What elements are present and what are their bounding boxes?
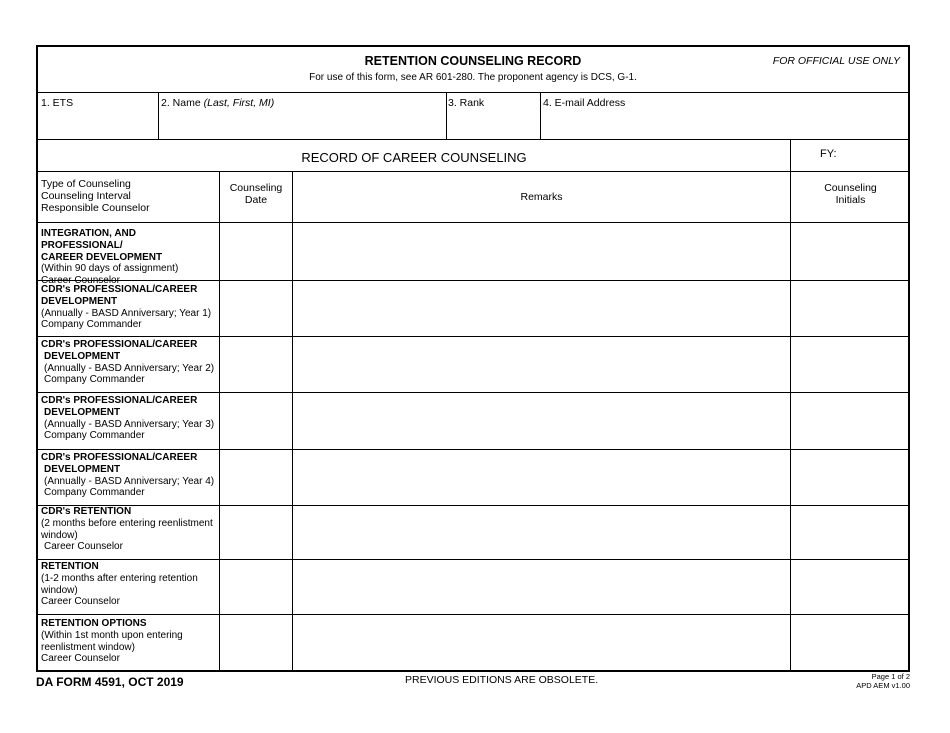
header-date-line2: Date <box>244 194 268 206</box>
column-header-date <box>220 182 292 206</box>
row-interval: (Annually - BASD Anniversary; Year 2) <box>44 362 215 374</box>
form-title: RETENTION COUNSELING RECORD <box>364 54 582 68</box>
counseling-date-field[interactable] <box>220 223 291 279</box>
rank-label: 3. Rank <box>448 97 485 109</box>
divider <box>38 92 908 93</box>
row-title: DEVELOPMENT <box>44 350 121 362</box>
remarks-field[interactable] <box>293 450 789 504</box>
form-version: APD AEM v1.00 <box>856 681 910 690</box>
row-title: CDR's RETENTION <box>41 506 132 517</box>
table-row <box>41 561 219 608</box>
row-interval-cont: window) <box>41 529 78 541</box>
section-title: RECORD OF CAREER COUNSELING <box>301 150 527 165</box>
row-interval-cont: window) <box>41 584 78 596</box>
ets-field[interactable] <box>39 111 157 138</box>
table-row <box>41 284 219 331</box>
column-header-type <box>41 178 150 214</box>
column-header-initials <box>791 182 910 206</box>
header-initials-line1: Counseling <box>824 182 877 194</box>
row-title: RETENTION <box>41 561 99 572</box>
row-counselor: Career Counselor <box>41 596 120 608</box>
initials-field[interactable] <box>791 450 909 504</box>
remarks-field[interactable] <box>293 615 789 671</box>
ets-label: 1. ETS <box>41 97 74 109</box>
name-hint: (Last, First, MI) <box>203 97 275 109</box>
row-title: DEVELOPMENT <box>44 463 121 475</box>
counseling-date-field[interactable] <box>220 337 291 391</box>
remarks-field[interactable] <box>293 337 789 391</box>
row-counselor: Career Counselor <box>41 653 120 665</box>
counseling-date-field[interactable] <box>220 281 291 335</box>
counseling-date-field[interactable] <box>220 506 291 558</box>
name-field[interactable] <box>159 111 445 138</box>
retention-counseling-form <box>36 45 910 672</box>
row-interval: (1-2 months after entering retention <box>41 572 198 584</box>
rank-field[interactable] <box>447 111 539 138</box>
row-counselor: Company Commander <box>41 319 142 331</box>
row-counselor: Company Commander <box>44 430 145 442</box>
divider <box>38 139 908 140</box>
page-info <box>856 672 910 690</box>
fy-field[interactable] <box>838 142 908 169</box>
table-row <box>41 228 219 287</box>
name-label: 2. Name <box>161 97 201 109</box>
row-counselor: Career Counselor <box>44 541 123 553</box>
initials-field[interactable] <box>791 281 909 335</box>
row-title: CDR's PROFESSIONAL/CAREER <box>41 395 198 406</box>
initials-field[interactable] <box>791 223 909 279</box>
table-row <box>41 506 219 553</box>
initials-field[interactable] <box>791 560 909 613</box>
initials-field[interactable] <box>791 615 909 671</box>
row-title: CAREER DEVELOPMENT <box>41 251 163 263</box>
remarks-field[interactable] <box>293 506 789 558</box>
page-number: Page 1 of 2 <box>871 672 910 681</box>
obsolete-notice: PREVIOUS EDITIONS ARE OBSOLETE. <box>405 674 599 686</box>
email-field[interactable] <box>541 111 909 138</box>
row-title: DEVELOPMENT <box>44 406 121 418</box>
row-interval: (Annually - BASD Anniversary; Year 3) <box>44 418 215 430</box>
row-interval: (2 months before entering reenlistment <box>41 517 213 529</box>
row-counselor: Company Commander <box>44 374 145 386</box>
row-interval: (Within 90 days of assignment) <box>41 263 179 275</box>
initials-field[interactable] <box>791 337 909 391</box>
row-counselor: Company Commander <box>44 487 145 499</box>
remarks-field[interactable] <box>293 281 789 335</box>
row-title: CDR's PROFESSIONAL/CAREER <box>41 339 198 350</box>
row-interval: (Annually - BASD Anniversary; Year 4) <box>44 475 215 487</box>
table-row <box>41 339 219 386</box>
header-type-line: Type of Counseling <box>41 178 131 190</box>
form-subtitle: For use of this form, see AR 601-280. The proponent agency is DCS, G-1. <box>309 72 637 83</box>
divider <box>38 171 908 172</box>
header-date-line1: Counseling <box>229 182 283 194</box>
counseling-date-field[interactable] <box>220 560 291 613</box>
counseling-date-field[interactable] <box>220 615 291 671</box>
remarks-field[interactable] <box>293 223 789 279</box>
column-header-remarks: Remarks <box>520 191 563 203</box>
row-title: RETENTION OPTIONS <box>41 618 147 629</box>
remarks-field[interactable] <box>293 393 789 448</box>
form-number: DA FORM 4591, OCT 2019 <box>36 675 184 689</box>
row-interval: (Annually - BASD Anniversary; Year 1) <box>41 307 212 319</box>
row-title: DEVELOPMENT <box>41 295 118 307</box>
header-initials-line2: Initials <box>835 194 866 206</box>
initials-field[interactable] <box>791 506 909 558</box>
header-counselor-line: Responsible Counselor <box>41 202 150 214</box>
row-title: INTEGRATION, AND PROFESSIONAL/ <box>41 228 136 251</box>
fy-label: FY: <box>820 148 837 160</box>
table-row <box>41 618 219 665</box>
counseling-date-field[interactable] <box>220 450 291 504</box>
header-interval-line: Counseling Interval <box>41 190 131 202</box>
row-interval-cont: reenlistment window) <box>41 641 135 653</box>
email-label: 4. E-mail Address <box>543 97 626 109</box>
table-row <box>41 395 219 442</box>
row-counselor: Career Counselor <box>41 275 120 287</box>
name-label-group <box>161 97 274 109</box>
row-interval: (Within 1st month upon entering <box>41 629 183 641</box>
initials-field[interactable] <box>791 393 909 448</box>
counseling-date-field[interactable] <box>220 393 291 448</box>
row-title: CDR's PROFESSIONAL/CAREER <box>41 452 198 463</box>
remarks-field[interactable] <box>293 560 789 613</box>
classification-marking: FOR OFFICIAL USE ONLY <box>772 55 900 67</box>
table-row <box>41 452 219 499</box>
row-title: CDR's PROFESSIONAL/CAREER <box>41 284 198 295</box>
